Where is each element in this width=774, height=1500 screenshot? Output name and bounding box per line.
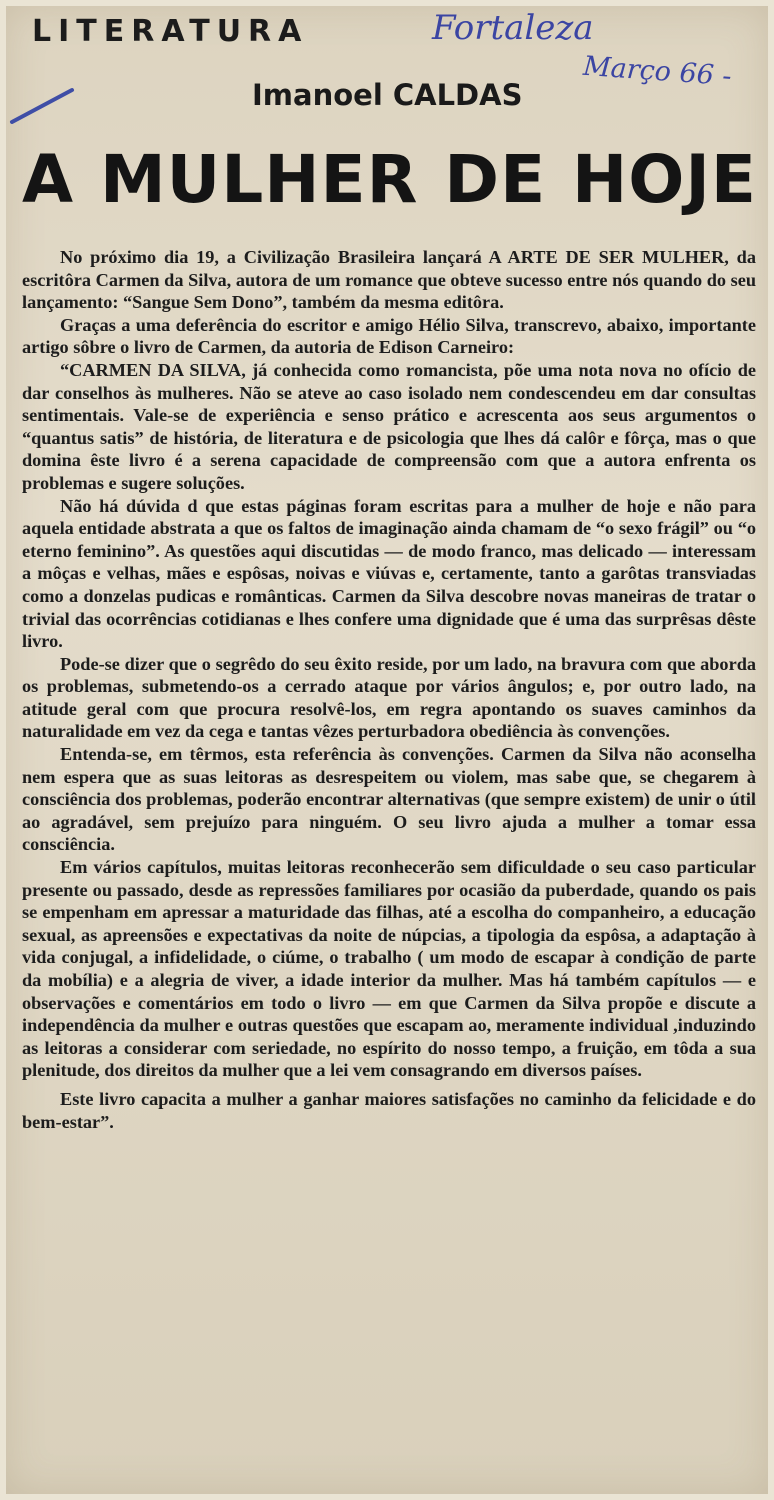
author-byline: Imanoel CALDAS (252, 78, 523, 112)
headline-word: A (22, 141, 75, 218)
handwritten-date-note: Março 66 - (582, 50, 733, 93)
article-paragraph: Entenda-se, em têrmos, esta referência às convenções. Carmen da Silva não aconselha nem espera que as suas leitoras as desrespeitem ou violem, mas sabe que, se chegarem à consciência dos problemas, poderão encontrar alternativas (que sempre existem) de unir o útil ao agradável, sem prejuízo para ninguém. O seu livro ajuda a mulher a tomar essa consciência. (22, 744, 756, 855)
article-paragraph: “CARMEN DA SILVA, já conhecida como romancista, põe uma nota nova no ofício de dar conselhos às mulheres. Não se ateve ao caso isolado nem condescendeu em dar consultas sentimentais. Vale-se de experiência e senso prático e acrescenta aos seus argumentos o “quantus satis” de história, de literatura e de psicologia que lhes dá calôr e fôrça, mas o que domina êste livro é a serena capacidade de compreensão com que a autora enfrenta os problemas e sugere soluções. (22, 359, 756, 493)
article-paragraph: Este livro capacita a mulher a ganhar maiores satisfações no caminho da felicidade e do bem-estar”. (22, 1088, 756, 1132)
article-paragraph: No próximo dia 19, a Civilização Brasileira lançará A ARTE DE SER MULHER, da escritôra Carmen da Silva, autora de um romance que obteve sucesso entre nós quando do seu lançamento: “Sangue Sem Dono”, também da mesma editôra. (22, 247, 756, 313)
article-paragraph: Não há dúvida d que estas páginas foram escritas para a mulher de hoje e não para aquela entidade abstrata a que os faltos de imaginação ainda chamam de “o sexo frágil” ou “o eterno feminino”. As questões aqui discutidas — de modo franco, mas delicado — interessam a môças e velhas, mães e espôsas, noivas e viúvas e, certamente, tanto a garôtas transviadas como a donzelas pudicas e românticas. Carmen da Silva descobre novas maneiras de tratar o trivial das ocorrências cotidianas e lhes confere uma dignidade que é uma das surprêsas dêste livro. (22, 495, 756, 652)
article-body (22, 246, 756, 1133)
article-headline (22, 136, 757, 224)
headline-word: MULHER (99, 141, 419, 218)
article-paragraph: Em vários capítulos, muitas leitoras reconhecerão sem dificuldade o seu caso particular presente ou passado, desde as repressões familiares por ocasião da puberdade, quando os pais se empenham em apressar a maturidade das filhas, até a escolha do companheiro, a educação sexual, as apreensões e expectativas da noite de núpcias, a tipologia da espôsa, a adaptação à vida conjugal, a infidelidade, o ciúme, o trabalho ( um modo de escapar à condição de parte da mobília) e a alegria de viver, a idade interior da mulher. Mas há também capítulos — e observações e comentários em todo o livro — em que Carmen da Silva propõe e discute a independência da mulher e outras questões que escapam ao, meramente individual ,induzindo as leitoras a considerar com seriedade, no espírito do nosso tempo, a fruição, em tôda a sua plenitude, dos direitos da mulher que a lei vem consagrando em diversos países. (22, 857, 756, 1081)
headline-word: DE (444, 141, 547, 218)
article-paragraph: Pode-se dizer que o segrêdo do seu êxito reside, por um lado, na bravura com que aborda os problemas, submetendo-os a cerrado ataque por vários ângulos; e, por outro lado, na atitude geral com que procura resolvê-los, em regra apontando os suaves caminhos da naturalidade em vez da cega e tantas vêzes perturbadora obediência às convenções. (22, 653, 756, 742)
headline-word: HOJE (572, 141, 757, 218)
handwritten-city-note: Fortaleza (432, 8, 594, 48)
section-heading: LITERATURA (32, 14, 309, 49)
article-paragraph: Graças a uma deferência do escritor e amigo Hélio Silva, transcrevo, abaixo, importante artigo sôbre o livro de Carmen, da autoria de Edison Carneiro: (22, 314, 756, 358)
